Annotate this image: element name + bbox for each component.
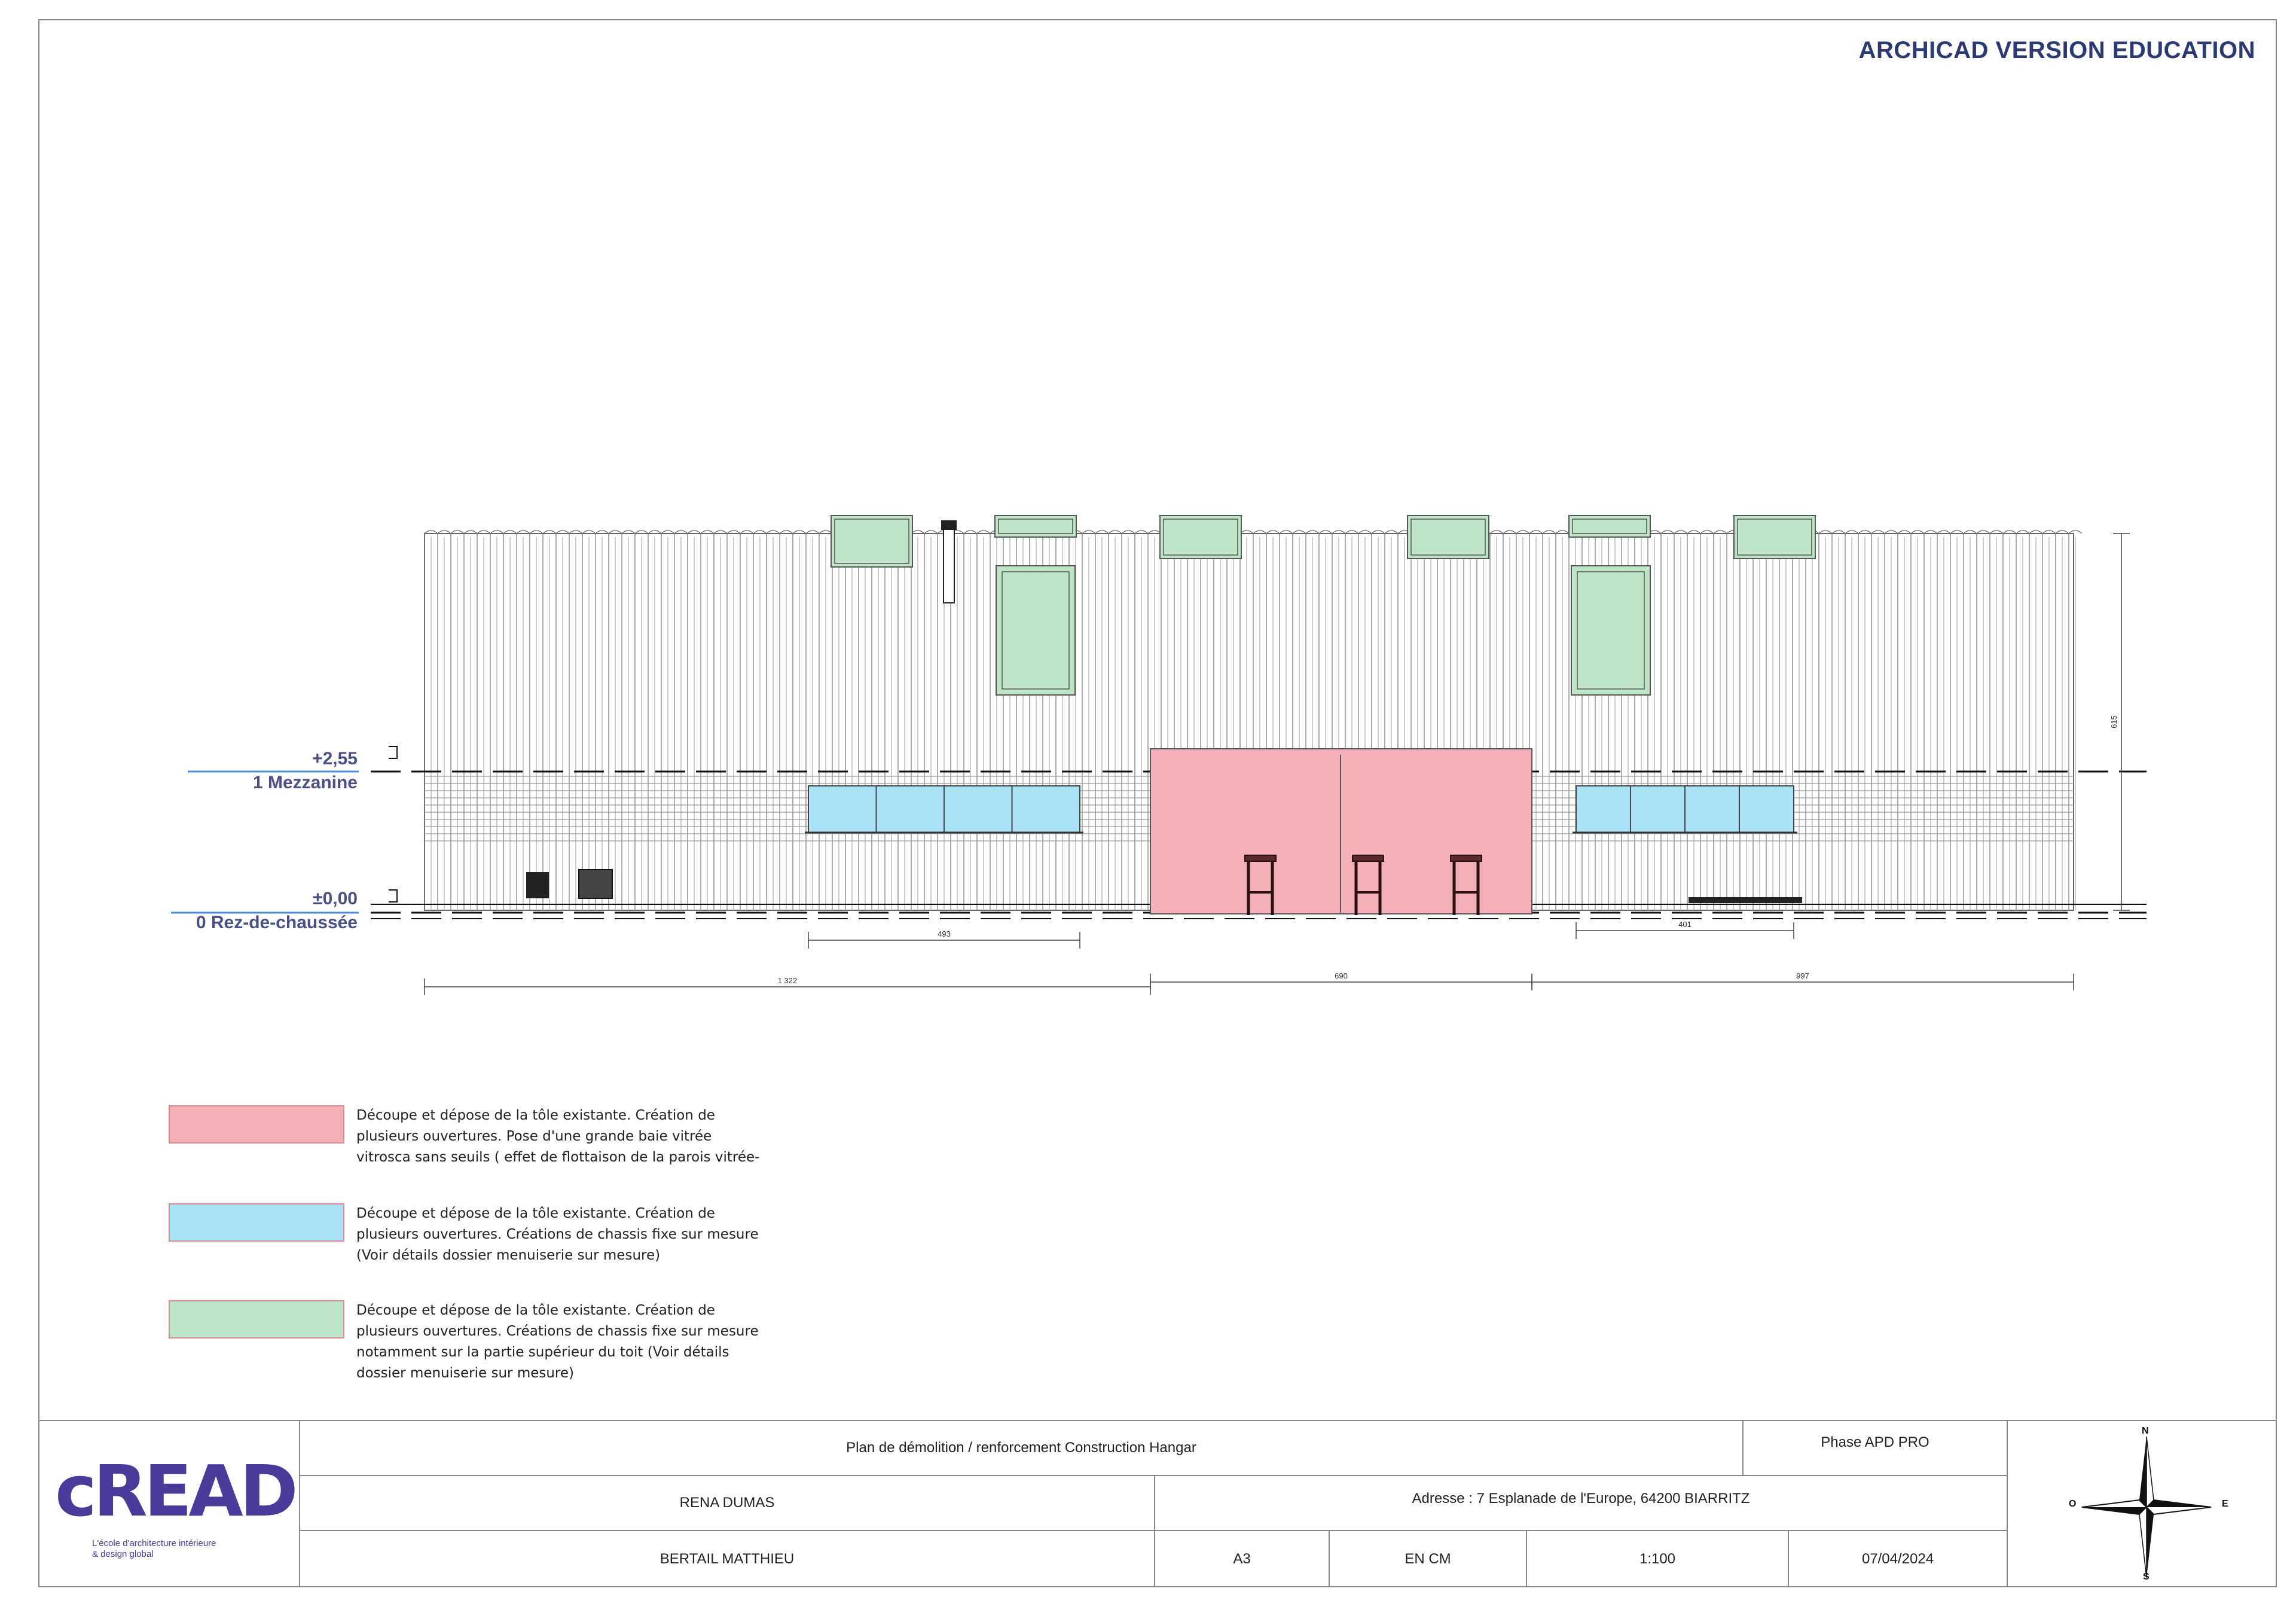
legend-swatch-green [169,1300,344,1339]
drawing-scale: 1:100 [1639,1551,1676,1567]
dim-span-center: 690 [1335,971,1348,980]
compass-north: N [2142,1426,2149,1436]
level-ground-elevation: ±0,00 [313,889,358,908]
watermark: ARCHICAD VERSION EDUCATION [1858,37,2255,63]
level-mezzanine-name: 1 Mezzanine [252,773,358,792]
legend-text-green: Découpe et dépose de la tôle existante. Création de plusieurs ouvertures. Créations de chassis fixe sur mesure notamment sur la partie supérieur du toit (Voir détails dossier menuiserie sur mesure) [356,1303,759,1381]
dim-window-right: 401 [1678,920,1692,929]
compass-east: E [2222,1499,2228,1509]
compass-west: O [2069,1499,2077,1509]
legend-swatch-pink [169,1105,344,1144]
author-name: BERTAIL MATTHIEU [660,1551,795,1567]
drawing-date: 07/04/2024 [1861,1551,1934,1567]
phase: Phase APD PRO [1821,1434,1929,1450]
units: EN CM [1405,1551,1451,1567]
compass-south: S [2143,1572,2150,1582]
level-mezzanine-elevation: +2,55 [312,749,358,769]
dim-height: 615 [2109,715,2118,728]
legend-text-blue: Découpe et dépose de la tôle existante. Création de plusieurs ouvertures. Créations de chassis fixe sur mesure (Voir détails dossier menuiserie sur mesure) [356,1206,759,1263]
dim-window-left: 493 [938,929,951,938]
compass-rose-icon [2075,1429,2218,1585]
legend-text-pink: Découpe et dépose de la tôle existante. Création de plusieurs ouvertures. Pose d'une grande baie vitrée vitrosca sans seuils ( effet de flottaison de la parois vitrée- [356,1108,760,1165]
dim-span-left: 1 322 [777,976,798,985]
level-ground-name: 0 Rez-de-chaussée [196,913,358,932]
project-title: Plan de démolition / renforcement Construction Hangar [846,1440,1196,1456]
logo-subtitle: L'école d'architecture intérieure & design global [92,1538,216,1559]
dim-span-right: 997 [1796,971,1809,980]
client-name: RENA DUMAS [679,1495,775,1511]
logo: cREAD [55,1450,295,1532]
paper-format: A3 [1233,1551,1251,1567]
legend-swatch-blue [169,1203,344,1242]
site-address: Adresse : 7 Esplanade de l'Europe, 64200 BIARRITZ [1412,1490,1750,1507]
